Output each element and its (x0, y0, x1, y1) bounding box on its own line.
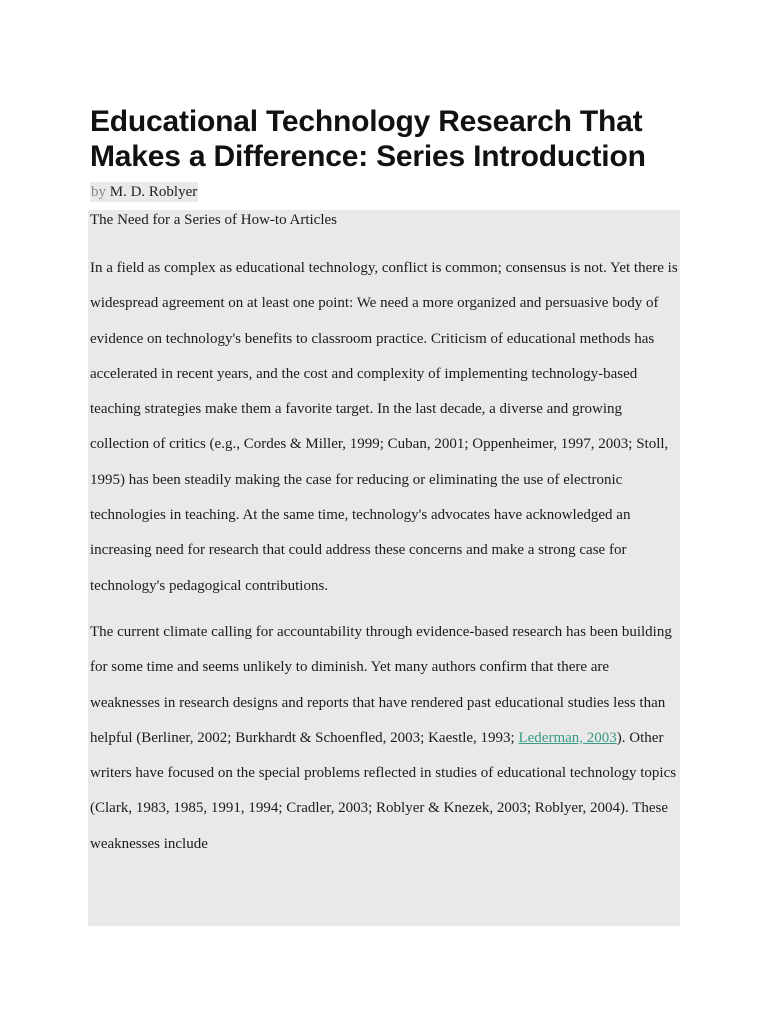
paragraph-1: In a field as complex as educational technology, conflict is common; consensus is not. Yet there is widespread agreement on at least one point: We need a more organized and persuasive body of evidence on technology's benefits to classroom practice. Criticism of educational methods has accelerated in recent years, and the cost and complexity of implementing technology-based teaching strategies make them a favorite target. In the last decade, a diverse and growing collection of critics (e.g., Cordes & Miller, 1999; Cuban, 2001; Oppenheimer, 1997, 2003; Stoll, 1995) has been steadily making the case for reducing or eliminating the use of electronic technologies in teaching. At the same time, technology's advocates have acknowledged an increasing need for research that could address these concerns and make a strong case for technology's pedagogical contributions. (90, 260, 678, 594)
paragraph-2-text-after-link: ). Other writers have focused on the special problems reflected in studies of educational technology topics (Clark, 1983, 1985, 1991, 1994; Cradler, 2003; Roblyer & Knezek, 2003; Roblyer, 2004). These weaknesses include (90, 729, 677, 852)
byline (90, 182, 198, 202)
paragraph-2-text-before-link: The current climate calling for accountability through evidence-based research has been building for some time and seems unlikely to diminish. Yet many authors confirm that there are weaknesses in research designs and reports that have rendered past educational studies less than helpful (Berliner, 2002; Burkhardt & Schoenfled, 2003; Kaestle, 1993; (90, 623, 672, 746)
citation-link-lederman[interactable]: Lederman, 2003 (518, 729, 617, 746)
article-title: Educational Technology Research That Makes a Difference: Series Introduction (90, 105, 646, 173)
author-name[interactable]: M. D. Roblyer (109, 184, 198, 200)
section-subheading: The Need for a Series of How-to Articles (90, 212, 338, 228)
article (90, 104, 680, 926)
paragraph-2 (90, 615, 678, 862)
article-body (88, 210, 680, 926)
byline-prefix: by (91, 184, 106, 200)
